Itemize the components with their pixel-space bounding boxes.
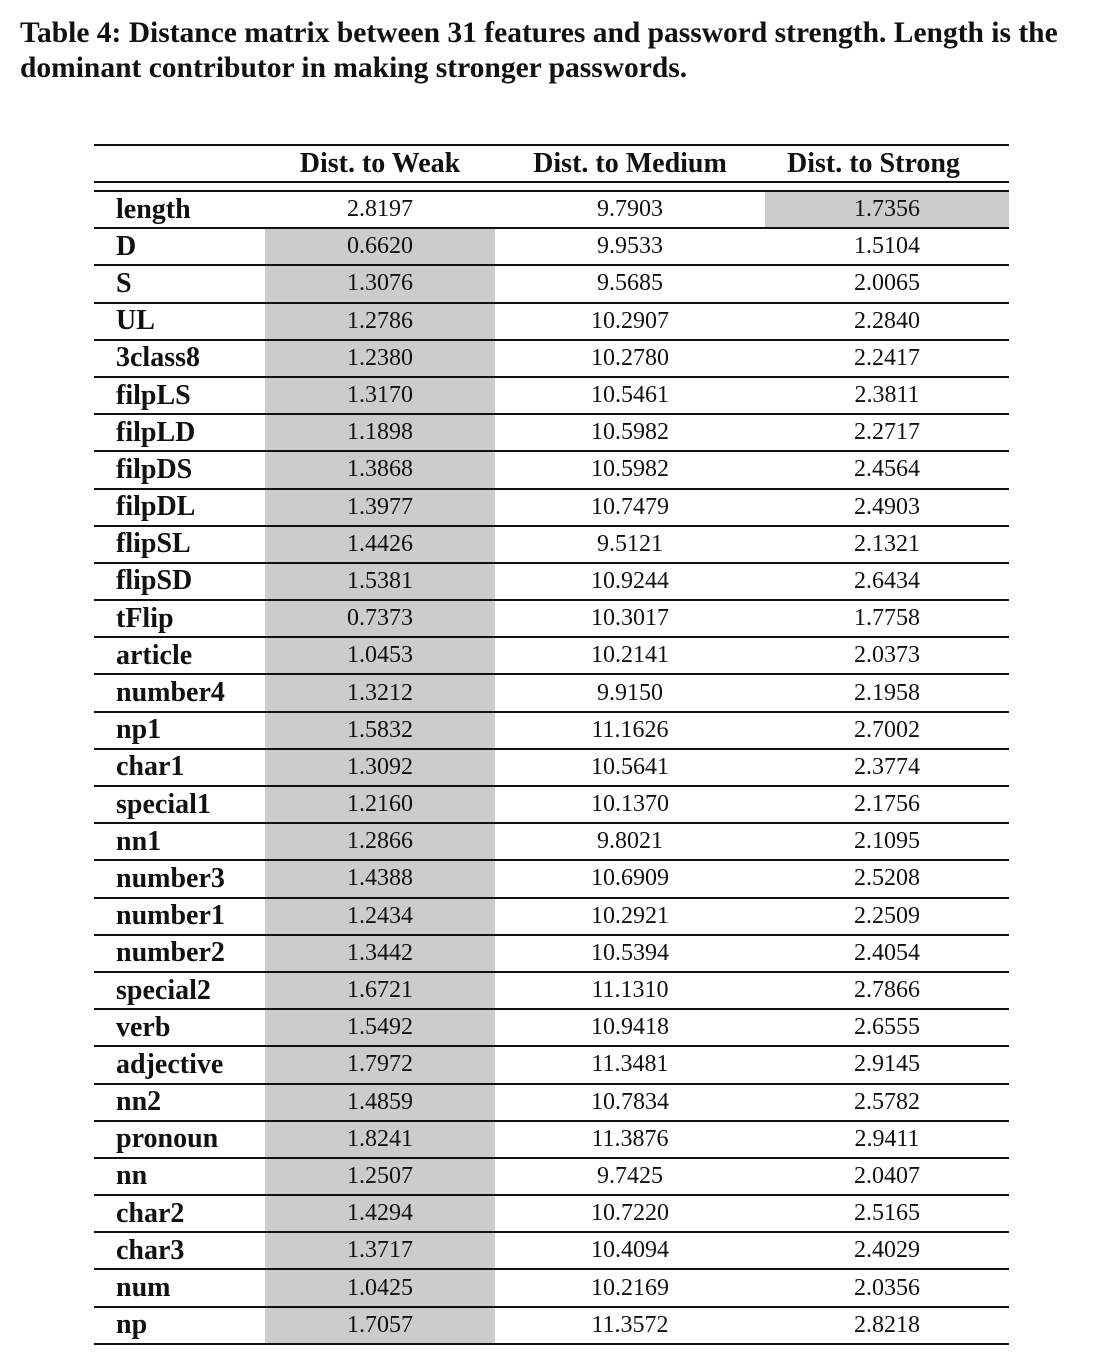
dist-medium-cell: 10.7220 (495, 1195, 765, 1232)
table-row (94, 1307, 1009, 1344)
dist-weak-cell: 1.4294 (265, 1195, 495, 1232)
dist-strong-cell: 2.4564 (765, 451, 1009, 488)
table-row (94, 265, 1009, 302)
dist-strong-cell: 2.0407 (765, 1158, 1009, 1195)
feature-cell: length (94, 191, 265, 228)
header-gap-row (94, 182, 1009, 191)
feature-cell: S (94, 265, 265, 302)
table-row (94, 489, 1009, 526)
table-row (94, 600, 1009, 637)
dist-strong-cell: 2.6434 (765, 563, 1009, 600)
dist-strong-cell: 2.9411 (765, 1121, 1009, 1158)
feature-cell: char3 (94, 1232, 265, 1269)
dist-strong-cell: 2.2509 (765, 898, 1009, 935)
dist-medium-cell: 10.2780 (495, 340, 765, 377)
dist-medium-cell: 10.5394 (495, 935, 765, 972)
dist-strong-cell: 2.4029 (765, 1232, 1009, 1269)
header-dist-medium: Dist. to Medium (495, 145, 765, 182)
table-row (94, 451, 1009, 488)
dist-weak-cell: 1.2434 (265, 898, 495, 935)
feature-cell: pronoun (94, 1121, 265, 1158)
dist-medium-cell: 10.5982 (495, 451, 765, 488)
feature-cell: np1 (94, 712, 265, 749)
dist-weak-cell: 1.4859 (265, 1084, 495, 1121)
dist-weak-cell: 1.7057 (265, 1307, 495, 1344)
dist-strong-cell: 2.3811 (765, 377, 1009, 414)
dist-weak-cell: 1.3076 (265, 265, 495, 302)
table-row (94, 972, 1009, 1009)
dist-strong-cell: 2.5782 (765, 1084, 1009, 1121)
dist-strong-cell: 2.3774 (765, 749, 1009, 786)
dist-strong-cell: 2.7002 (765, 712, 1009, 749)
table-row (94, 860, 1009, 897)
dist-weak-cell: 1.1898 (265, 414, 495, 451)
table-row (94, 191, 1009, 228)
feature-cell: nn2 (94, 1084, 265, 1121)
dist-weak-cell: 1.4426 (265, 526, 495, 563)
dist-weak-cell: 1.3442 (265, 935, 495, 972)
table-row (94, 1269, 1009, 1306)
feature-cell: char1 (94, 749, 265, 786)
dist-strong-cell: 2.0356 (765, 1269, 1009, 1306)
dist-strong-cell: 2.0373 (765, 637, 1009, 674)
dist-strong-cell: 2.4903 (765, 489, 1009, 526)
dist-strong-cell: 2.2840 (765, 303, 1009, 340)
dist-weak-cell: 1.5832 (265, 712, 495, 749)
dist-weak-cell: 1.6721 (265, 972, 495, 1009)
feature-cell: adjective (94, 1046, 265, 1083)
table-row (94, 637, 1009, 674)
dist-strong-cell: 2.1958 (765, 674, 1009, 711)
dist-strong-cell: 2.1095 (765, 823, 1009, 860)
dist-medium-cell: 10.5641 (495, 749, 765, 786)
dist-weak-cell: 1.3212 (265, 674, 495, 711)
dist-strong-cell: 2.1321 (765, 526, 1009, 563)
table-row (94, 935, 1009, 972)
feature-cell: number1 (94, 898, 265, 935)
feature-cell: special2 (94, 972, 265, 1009)
dist-medium-cell: 10.5461 (495, 377, 765, 414)
dist-medium-cell: 10.7834 (495, 1084, 765, 1121)
dist-medium-cell: 9.7425 (495, 1158, 765, 1195)
feature-cell: flipSL (94, 526, 265, 563)
dist-strong-cell: 2.7866 (765, 972, 1009, 1009)
feature-cell: number2 (94, 935, 265, 972)
dist-medium-cell: 10.2141 (495, 637, 765, 674)
table-row (94, 563, 1009, 600)
dist-strong-cell: 2.5165 (765, 1195, 1009, 1232)
dist-weak-cell: 1.8241 (265, 1121, 495, 1158)
dist-medium-cell: 10.6909 (495, 860, 765, 897)
feature-cell: np (94, 1307, 265, 1344)
table-row (94, 823, 1009, 860)
dist-weak-cell: 1.2507 (265, 1158, 495, 1195)
dist-strong-cell: 2.8218 (765, 1307, 1009, 1344)
table-header (94, 145, 1009, 182)
dist-medium-cell: 10.5982 (495, 414, 765, 451)
feature-cell: special1 (94, 786, 265, 823)
dist-weak-cell: 1.3977 (265, 489, 495, 526)
dist-weak-cell: 1.2380 (265, 340, 495, 377)
dist-medium-cell: 9.5121 (495, 526, 765, 563)
header-row (94, 145, 1009, 182)
feature-cell: number4 (94, 674, 265, 711)
distance-matrix-table (94, 144, 1009, 1345)
table-row (94, 228, 1009, 265)
feature-cell: char2 (94, 1195, 265, 1232)
table-row (94, 898, 1009, 935)
table-caption: Table 4: Distance matrix between 31 features and password strength. Length is the dominant contributor in making stronger passwords. (20, 17, 1058, 84)
table-row (94, 377, 1009, 414)
dist-medium-cell: 10.2169 (495, 1269, 765, 1306)
dist-strong-cell: 1.7356 (765, 191, 1009, 228)
table-row (94, 786, 1009, 823)
dist-medium-cell: 10.2907 (495, 303, 765, 340)
distance-table-container (94, 144, 1009, 1345)
dist-strong-cell: 1.5104 (765, 228, 1009, 265)
table-row (94, 712, 1009, 749)
table-row (94, 340, 1009, 377)
dist-medium-cell: 10.9244 (495, 563, 765, 600)
dist-medium-cell: 9.8021 (495, 823, 765, 860)
dist-strong-cell: 2.5208 (765, 860, 1009, 897)
table-row (94, 1084, 1009, 1121)
dist-medium-cell: 9.7903 (495, 191, 765, 228)
dist-weak-cell: 2.8197 (265, 191, 495, 228)
feature-cell: D (94, 228, 265, 265)
dist-weak-cell: 1.3868 (265, 451, 495, 488)
dist-strong-cell: 2.2717 (765, 414, 1009, 451)
table-row (94, 1195, 1009, 1232)
dist-weak-cell: 1.5492 (265, 1009, 495, 1046)
dist-strong-cell: 2.6555 (765, 1009, 1009, 1046)
table-row (94, 526, 1009, 563)
feature-cell: flipSD (94, 563, 265, 600)
feature-cell: nn1 (94, 823, 265, 860)
feature-cell: UL (94, 303, 265, 340)
table-row (94, 1232, 1009, 1269)
dist-medium-cell: 11.3876 (495, 1121, 765, 1158)
dist-strong-cell: 2.9145 (765, 1046, 1009, 1083)
dist-medium-cell: 10.3017 (495, 600, 765, 637)
header-feature (94, 145, 265, 182)
dist-weak-cell: 1.3170 (265, 377, 495, 414)
dist-weak-cell: 1.3092 (265, 749, 495, 786)
dist-weak-cell: 1.4388 (265, 860, 495, 897)
dist-medium-cell: 11.3481 (495, 1046, 765, 1083)
dist-strong-cell: 1.7758 (765, 600, 1009, 637)
dist-medium-cell: 11.3572 (495, 1307, 765, 1344)
dist-weak-cell: 1.0425 (265, 1269, 495, 1306)
table-row (94, 1121, 1009, 1158)
dist-strong-cell: 2.2417 (765, 340, 1009, 377)
dist-medium-cell: 11.1626 (495, 712, 765, 749)
table-body (94, 182, 1009, 1344)
dist-weak-cell: 0.6620 (265, 228, 495, 265)
dist-strong-cell: 2.1756 (765, 786, 1009, 823)
feature-cell: filpDL (94, 489, 265, 526)
dist-medium-cell: 9.5685 (495, 265, 765, 302)
dist-strong-cell: 2.4054 (765, 935, 1009, 972)
dist-medium-cell: 10.2921 (495, 898, 765, 935)
feature-cell: nn (94, 1158, 265, 1195)
feature-cell: filpLS (94, 377, 265, 414)
dist-strong-cell: 2.0065 (765, 265, 1009, 302)
header-dist-strong: Dist. to Strong (765, 145, 1009, 182)
table-row (94, 303, 1009, 340)
feature-cell: filpLD (94, 414, 265, 451)
feature-cell: 3class8 (94, 340, 265, 377)
dist-weak-cell: 1.2160 (265, 786, 495, 823)
dist-medium-cell: 10.1370 (495, 786, 765, 823)
dist-weak-cell: 1.3717 (265, 1232, 495, 1269)
dist-medium-cell: 9.9150 (495, 674, 765, 711)
dist-weak-cell: 1.2786 (265, 303, 495, 340)
dist-weak-cell: 1.7972 (265, 1046, 495, 1083)
dist-weak-cell: 1.2866 (265, 823, 495, 860)
header-dist-weak: Dist. to Weak (265, 145, 495, 182)
table-row (94, 674, 1009, 711)
feature-cell: article (94, 637, 265, 674)
feature-cell: verb (94, 1009, 265, 1046)
table-row (94, 1158, 1009, 1195)
feature-cell: tFlip (94, 600, 265, 637)
dist-medium-cell: 10.7479 (495, 489, 765, 526)
feature-cell: filpDS (94, 451, 265, 488)
dist-medium-cell: 9.9533 (495, 228, 765, 265)
dist-weak-cell: 1.0453 (265, 637, 495, 674)
feature-cell: num (94, 1269, 265, 1306)
dist-medium-cell: 10.9418 (495, 1009, 765, 1046)
dist-weak-cell: 1.5381 (265, 563, 495, 600)
table-row (94, 1009, 1009, 1046)
table-row (94, 749, 1009, 786)
dist-weak-cell: 0.7373 (265, 600, 495, 637)
dist-medium-cell: 10.4094 (495, 1232, 765, 1269)
dist-medium-cell: 11.1310 (495, 972, 765, 1009)
table-row (94, 414, 1009, 451)
table-row (94, 1046, 1009, 1083)
feature-cell: number3 (94, 860, 265, 897)
